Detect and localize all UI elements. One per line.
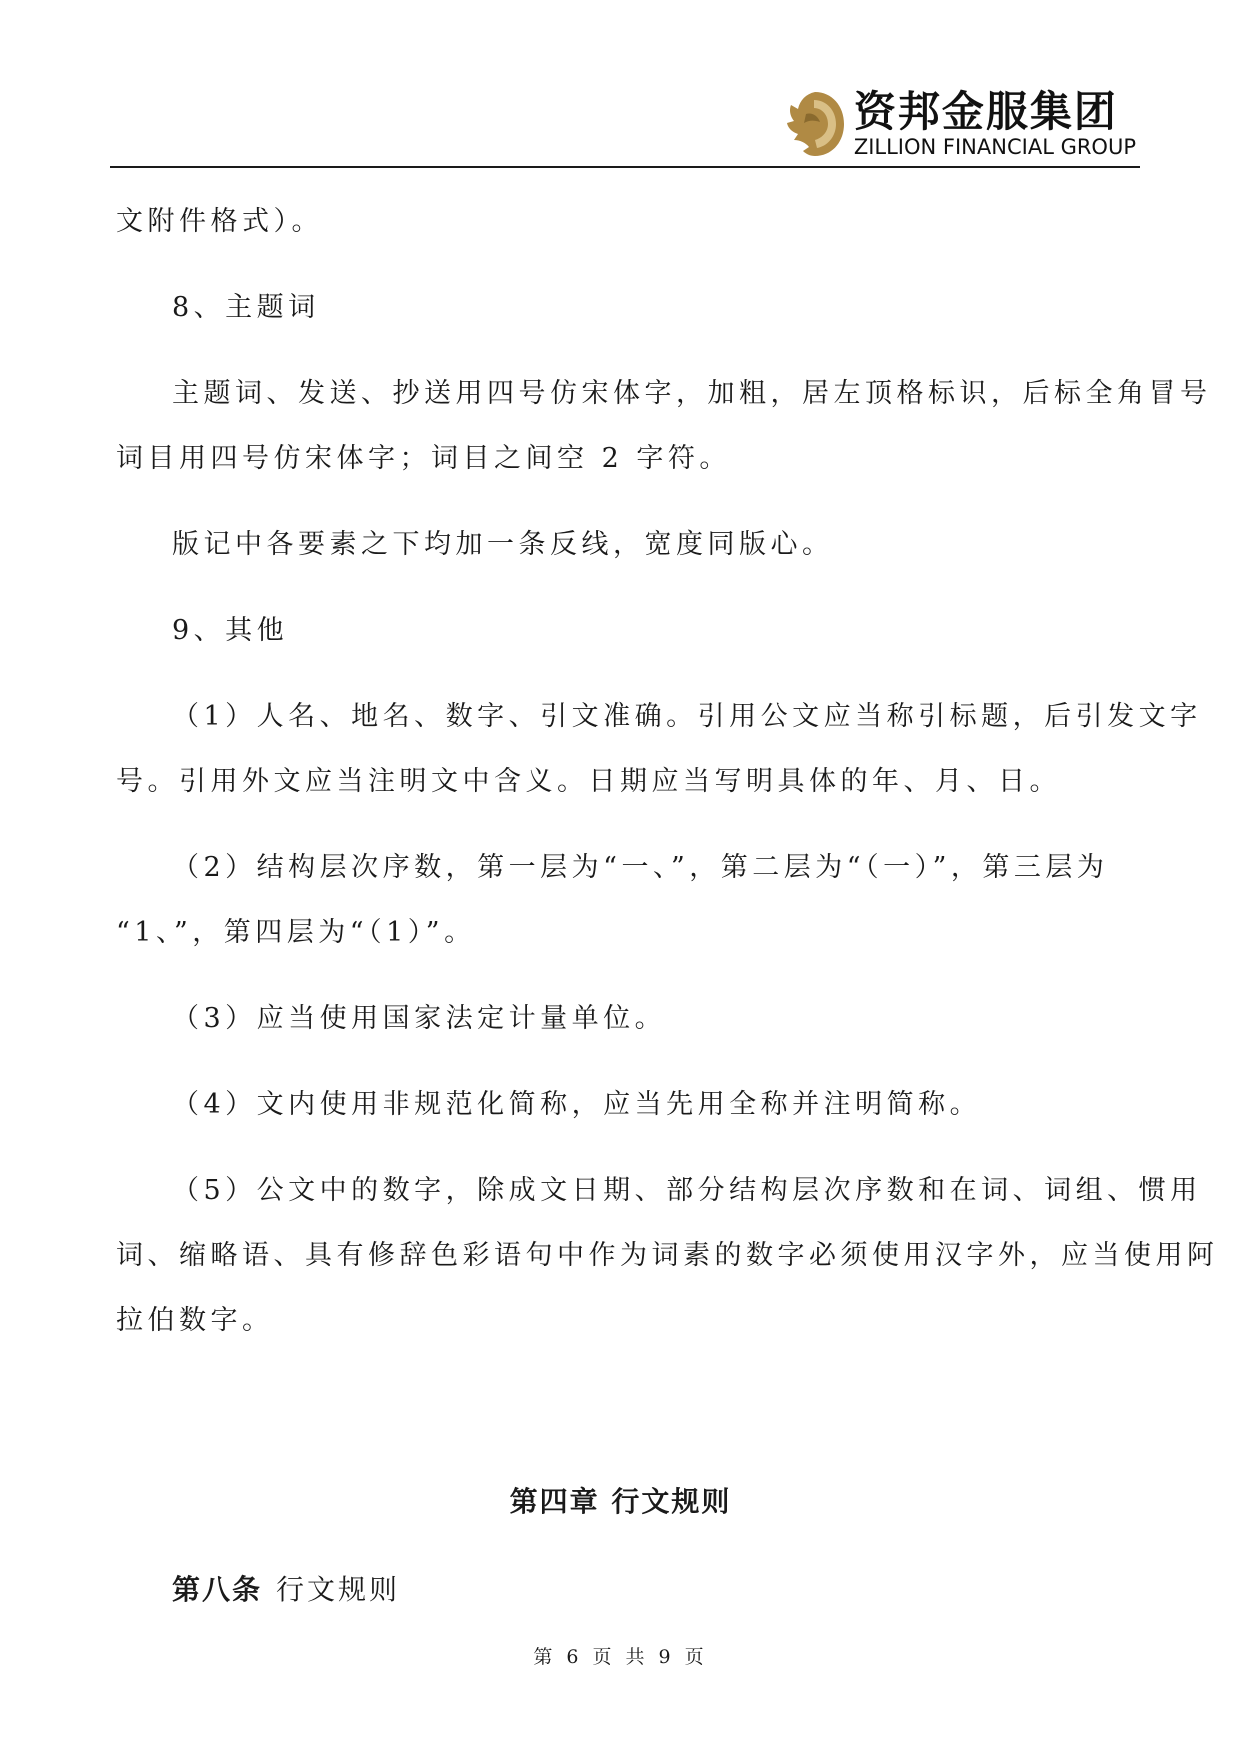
paragraph-line: （1）人名、地名、数字、引文准确。引用公文应当称引标题，后引发文字 (172, 701, 1202, 732)
chapter-title: 第四章 行文规则 (509, 1485, 732, 1518)
paragraph-line: 主题词、发送、抄送用四号仿宋体字，加粗，居左顶格标识，后标全角冒号 (172, 378, 1212, 409)
lion-logo-icon (784, 90, 846, 158)
paragraph-line: 文附件格式）。 (116, 206, 323, 237)
paragraph-line: （2）结构层次序数，第一层为“一、”，第二层为“（一）”，第三层为 (172, 852, 1109, 883)
paragraph-line: （5）公文中的数字，除成文日期、部分结构层次序数和在词、词组、惯用 (172, 1175, 1202, 1206)
paragraph-line: “1、”，第四层为“（1）”。 (116, 917, 476, 948)
section-heading: 8、主题词 (172, 292, 320, 323)
page-number: 第 6 页 共 9 页 (533, 1646, 708, 1668)
paragraph-line: 词、缩略语、具有修辞色彩语句中作为词素的数字必须使用汉字外，应当使用阿 (116, 1240, 1219, 1271)
paragraph-line: 词目用四号仿宋体字；词目之间空 2 字符。 (116, 443, 731, 474)
section-heading: 9、其他 (172, 615, 289, 646)
article-heading (172, 1568, 400, 1608)
article-number: 第八条 (172, 1573, 263, 1606)
article-title: 行文规则 (276, 1573, 401, 1606)
company-logo (784, 87, 1136, 159)
page-header (110, 60, 1140, 168)
paragraph-line: 号。引用外文应当注明文中含义。日期应当写明具体的年、月、日。 (116, 766, 1061, 797)
paragraph-line: 版记中各要素之下均加一条反线，宽度同版心。 (172, 529, 834, 560)
paragraph-line: （4）文内使用非规范化简称，应当先用全称并注明简称。 (172, 1089, 982, 1120)
paragraph-line: （3）应当使用国家法定计量单位。 (172, 1003, 667, 1034)
logo-english-name: ZILLION FINANCIAL GROUP (853, 135, 1136, 159)
logo-chinese-name: 资邦金服集团 (853, 87, 1118, 136)
paragraph-line: 拉伯数字。 (116, 1305, 274, 1336)
